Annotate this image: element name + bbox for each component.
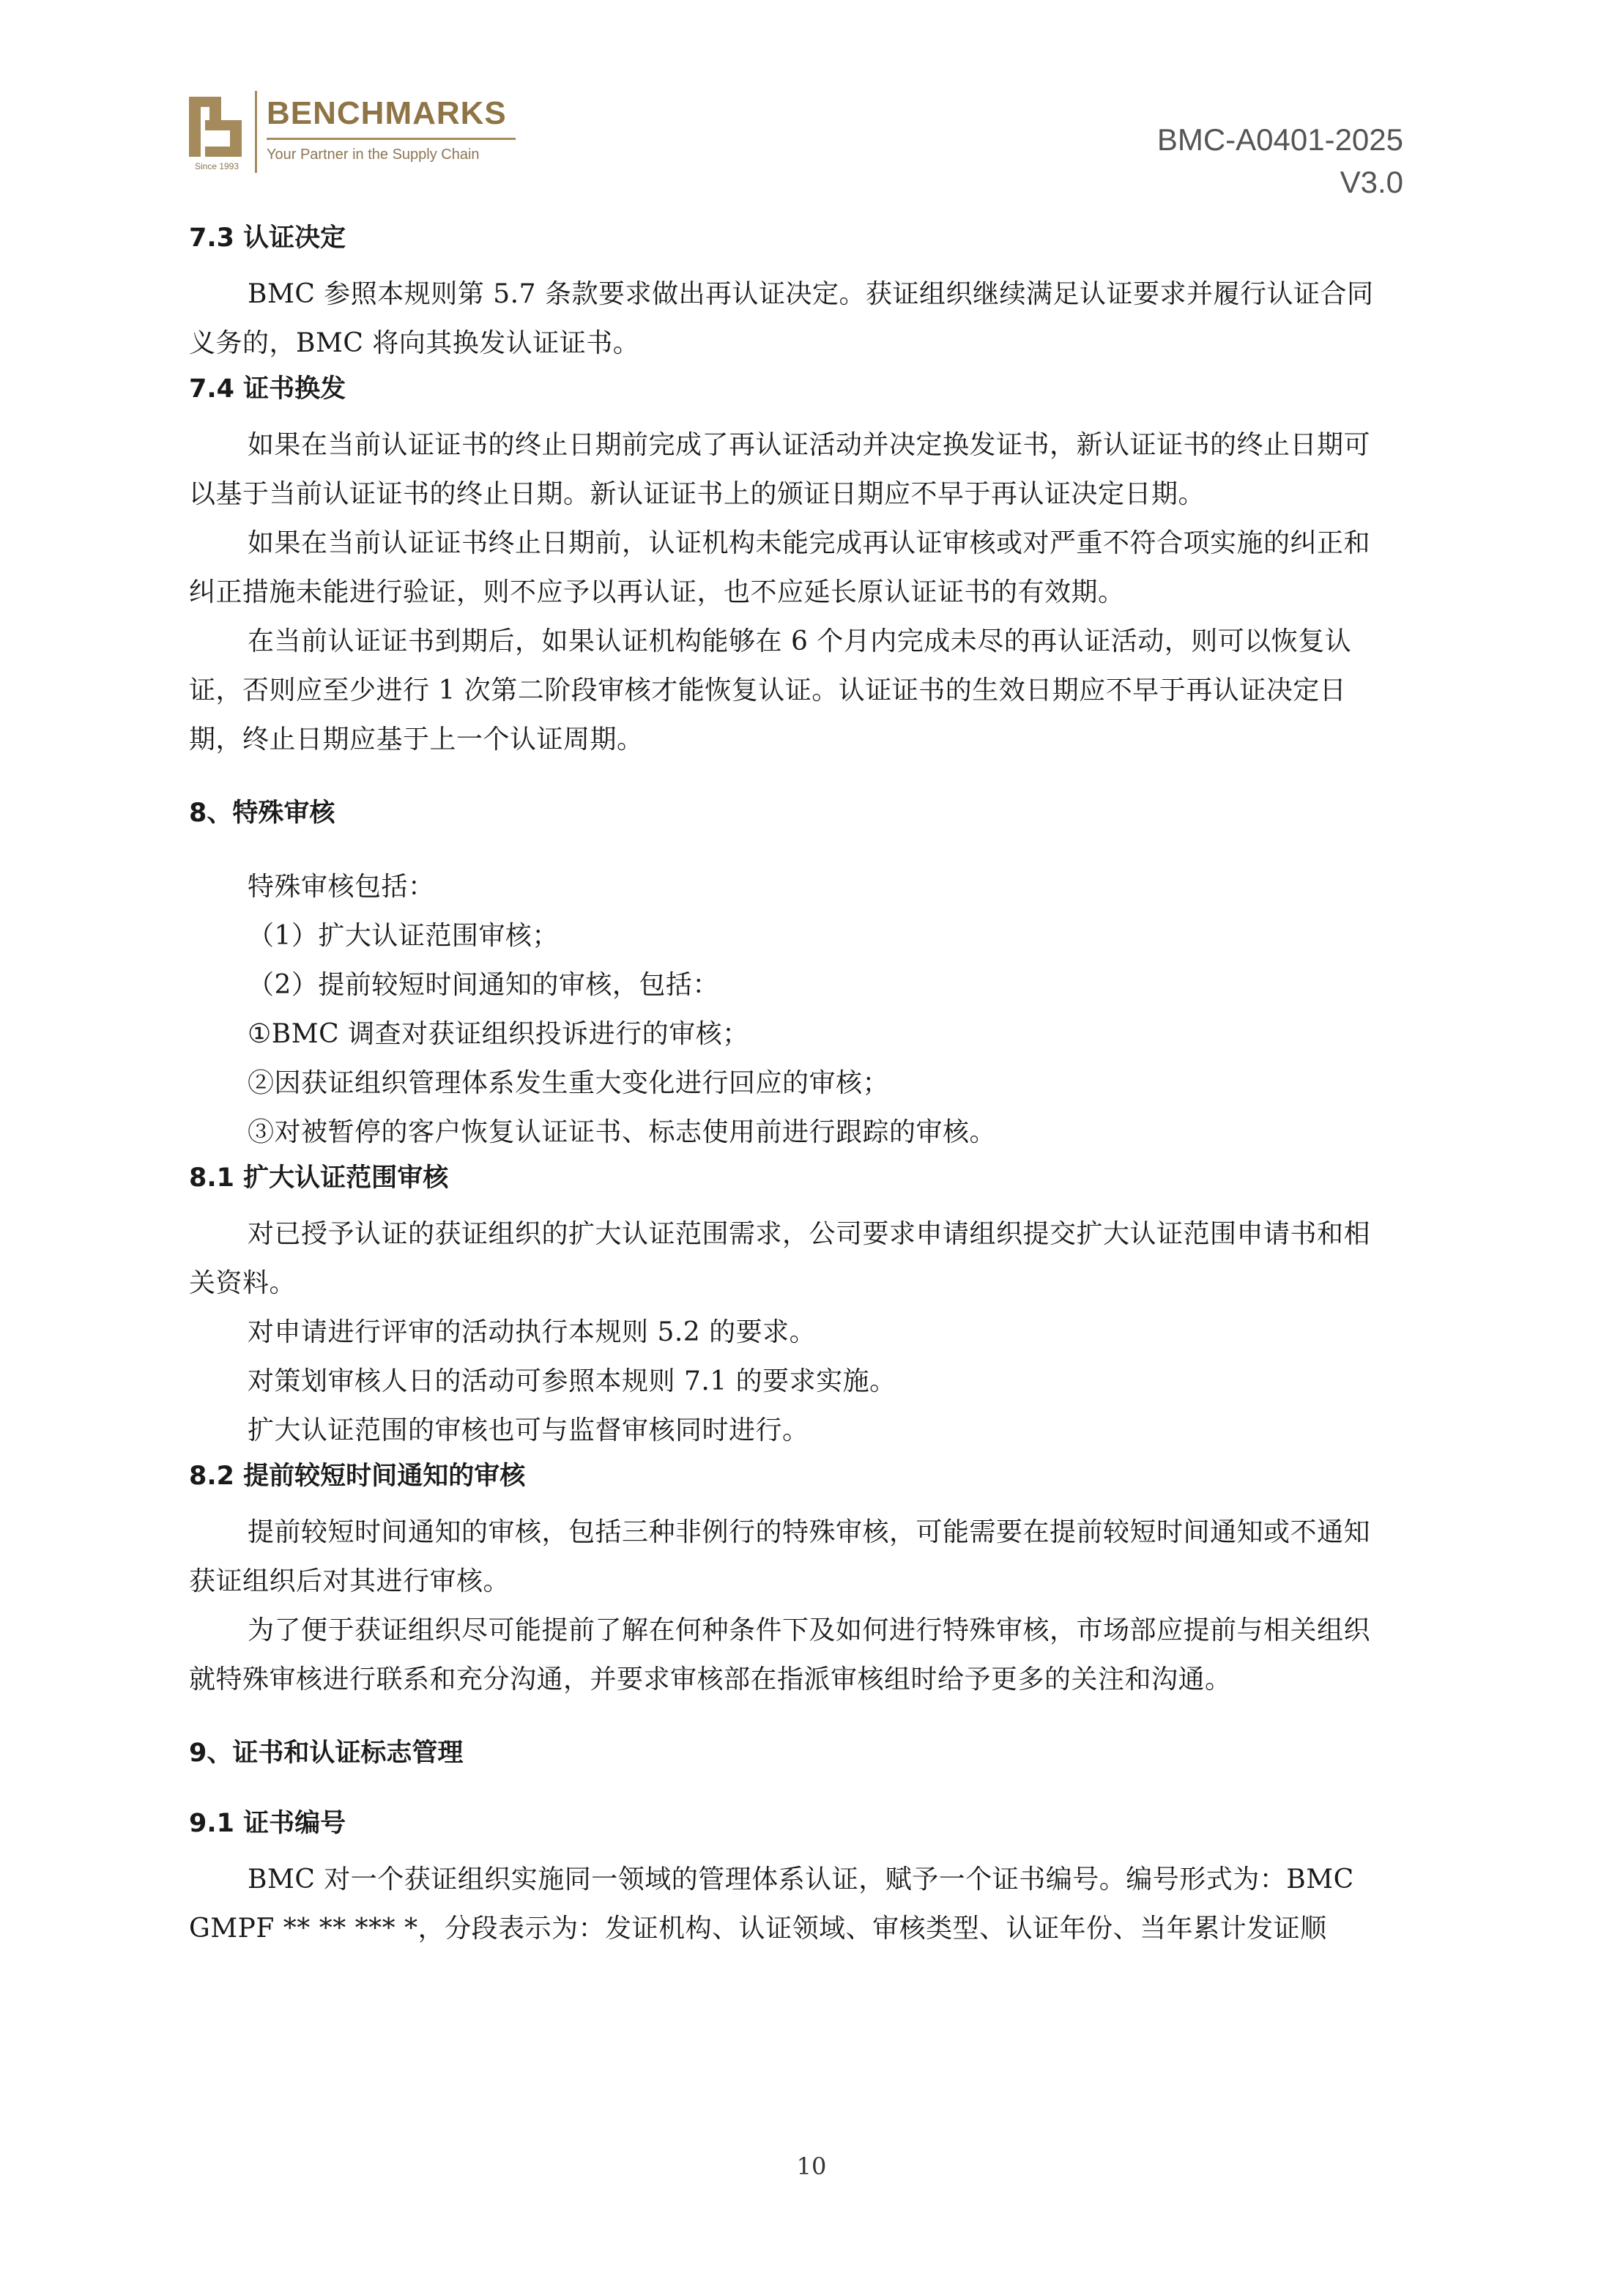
- paragraph: 对策划审核人日的活动可参照本规则 7.1 的要求实施。: [248, 1366, 896, 1396]
- page-number: 10: [796, 2152, 827, 2180]
- section-heading-7-3: 7.3 认证决定: [189, 223, 346, 253]
- list-item: （2）提前较短时间通知的审核，包括：: [248, 970, 719, 1000]
- logo-tagline: Your Partner in the Supply Chain: [267, 147, 480, 163]
- logo-brand-name: BENCHMARKS: [267, 95, 507, 131]
- section-heading-7-4: 7.4 证书换发: [189, 374, 346, 404]
- document-number: BMC-A0401-2025: [1156, 122, 1403, 157]
- logo-since-text: Since 1993: [194, 161, 239, 171]
- list-item: ①BMC 调查对获证组织投诉进行的审核；: [248, 1019, 749, 1049]
- document-code: [1157, 119, 1403, 204]
- paragraph: 对申请进行评审的活动执行本规则 5.2 的要求。: [248, 1317, 817, 1347]
- section-heading-8-2: 8.2 提前较短时间通知的审核: [189, 1462, 526, 1491]
- paragraph: 在当前认证证书到期后，如果认证机构能够在 6 个月内完成未尽的再认证活动，则可以恢复认证，否则应至少进行 1 次第二阶段审核才能恢复认证。认证证书的生效日期应不早于再认证决定日期，终止日期应基于上一个认证周期。: [189, 626, 1352, 755]
- paragraph: BMC 对一个获证组织实施同一领域的管理体系认证，赋予一个证书编号。编号形式为：BMC GMPF ** ** *** *，分段表示为：发证机构、认证领域、审核类型、认证年份、当年累计发证顺: [189, 1864, 1354, 1944]
- paragraph: 如果在当前认证证书终止日期前，认证机构未能完成再认证审核或对严重不符合项实施的纠正和纠正措施未能进行验证，则不应予以再认证，也不应延长原认证证书的有效期。: [189, 528, 1371, 607]
- list-item: （1）扩大认证范围审核；: [248, 921, 559, 951]
- paragraph: 提前较短时间通知的审核，包括三种非例行的特殊审核，可能需要在提前较短时间通知或不通知获证组织后对其进行审核。: [189, 1517, 1371, 1596]
- section-heading-9-1: 9.1 证书编号: [189, 1809, 346, 1838]
- paragraph: 为了便于获证组织尽可能提前了解在何种条件下及如何进行特殊审核，市场部应提前与相关组织就特殊审核进行联系和充分沟通，并要求审核部在指派审核组时给予更多的关注和沟通。: [189, 1615, 1371, 1695]
- section-heading-9: 9、证书和认证标志管理: [189, 1738, 464, 1768]
- logo-rule: [267, 138, 516, 140]
- paragraph: BMC 参照本规则第 5.7 条款要求做出再认证决定。获证组织继续满足认证要求并履行认证合同义务的，BMC 将向其换发认证证书。: [189, 279, 1374, 358]
- list-intro: 特殊审核包括：: [248, 872, 435, 902]
- logo-divider: [255, 91, 257, 173]
- page-content: [189, 217, 1384, 1953]
- paragraph: 扩大认证范围的审核也可与监督审核同时进行。: [248, 1415, 809, 1445]
- document-version: V3.0: [1340, 165, 1403, 199]
- paragraph: 如果在当前认证证书的终止日期前完成了再认证活动并决定换发证书，新认证证书的终止日期可以基于当前认证证书的终止日期。新认证证书上的颁证日期应不早于再认证决定日期。: [189, 430, 1371, 509]
- company-logo: [187, 91, 524, 179]
- list-item: ②因获证组织管理体系发生重大变化进行回应的审核；: [248, 1068, 890, 1098]
- section-heading-8-1: 8.1 扩大认证范围审核: [189, 1163, 449, 1193]
- section-heading-8: 8、特殊审核: [189, 799, 335, 828]
- paragraph: 对已授予认证的获证组织的扩大认证范围需求，公司要求申请组织提交扩大认证范围申请书和相关资料。: [189, 1219, 1371, 1298]
- benchmarks-logo-icon: [187, 95, 245, 158]
- list-item: ③对被暂停的客户恢复认证证书、标志使用前进行跟踪的审核。: [248, 1117, 997, 1147]
